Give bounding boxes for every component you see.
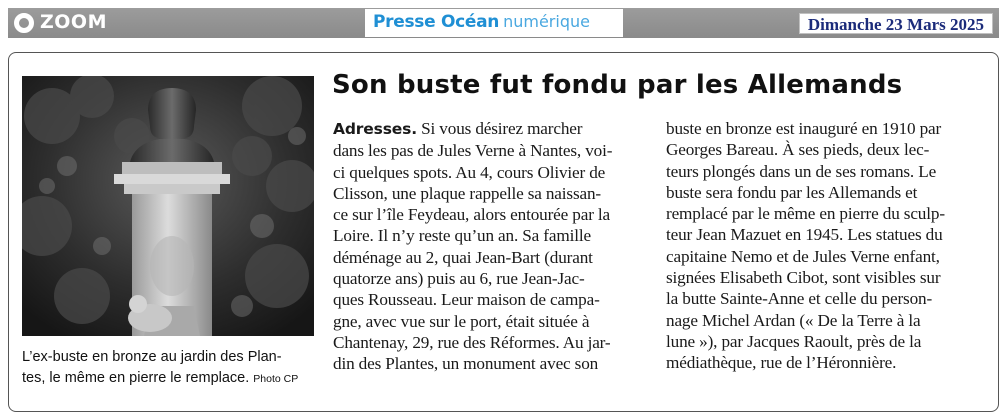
body-line: [333, 118, 651, 140]
body-line: ques Rousseau. Leur maison de campa-: [333, 290, 600, 310]
body-line: lune »), par Jacques Raoult, près de la: [666, 331, 922, 351]
body-line: la butte Sainte-Anne et celle du person-: [666, 289, 933, 309]
body-line: ce sur l’île Feydeau, alors entourée par la: [333, 205, 611, 225]
body-line: capitaine Nemo et de Jules Verne enfant,: [666, 246, 940, 266]
article-column-1: [333, 118, 651, 375]
issue-date: Dimanche 23 Mars 2025: [799, 13, 993, 34]
article-kicker: Adresses.: [333, 120, 417, 138]
body-line: Chantenay, 29, rue des Réformes. Au jar-: [333, 332, 611, 352]
body-line: Georges Bareau. À ses pieds, deux lec-: [666, 140, 930, 160]
photo-credit: Photo CP: [253, 373, 299, 385]
caption-line: [22, 368, 322, 390]
body-line: nage Michel Ardan (« De la Terre à la: [666, 310, 921, 330]
top-banner: [8, 8, 999, 38]
body-text: Si vous désirez marcher: [416, 119, 583, 138]
article-headline: Son buste fut fondu par les Allemands: [332, 70, 903, 100]
body-line: ci quelques spots. Au 4, cours Olivier de: [333, 162, 606, 182]
body-line: déménage au 2, quai Jean-Bart (durant: [333, 247, 593, 267]
body-line: remplacé par le même en pierre du sculp-: [666, 204, 945, 224]
brand-logo: [365, 9, 623, 37]
section-label: ZOOM: [40, 11, 107, 33]
body-line: quatorze ans) puis au 6, rue Jean-Jac-: [333, 269, 585, 289]
brand-name: Presse Océan: [373, 12, 500, 32]
body-line: Clisson, une plaque rappelle sa naissan-: [333, 183, 601, 203]
article-photo: [22, 76, 314, 336]
body-line: teurs plongés dans un de ses romans. Le: [666, 161, 937, 181]
article-column-2: [666, 118, 984, 374]
zoom-ring-icon: [14, 13, 34, 33]
photo-caption: [22, 347, 322, 390]
body-line: Loire. Il n’y reste qu’un an. Sa famille: [333, 226, 591, 246]
body-line: din des Plantes, un monument avec son: [333, 354, 599, 374]
brand-suffix: numérique: [503, 12, 590, 31]
caption-text: tes, le même en pierre le remplace.: [22, 370, 250, 386]
body-line: teur Jean Mazuet en 1945. Les statues du: [666, 225, 943, 245]
body-line: gne, avec vue sur le port, était située à: [333, 311, 590, 331]
body-line: dans les pas de Jules Verne à Nantes, voi-: [333, 141, 613, 161]
caption-line: L’ex-buste en bronze au jardin des Plan-: [22, 349, 282, 365]
body-line: signées Elisabeth Cibot, sont visibles sur: [666, 268, 941, 288]
body-line: médiathèque, rue de l’Héronnière.: [666, 353, 897, 373]
body-line: buste sera fondu par les Allemands et: [666, 182, 918, 202]
body-line: buste en bronze est inauguré en 1910 par: [666, 119, 942, 138]
